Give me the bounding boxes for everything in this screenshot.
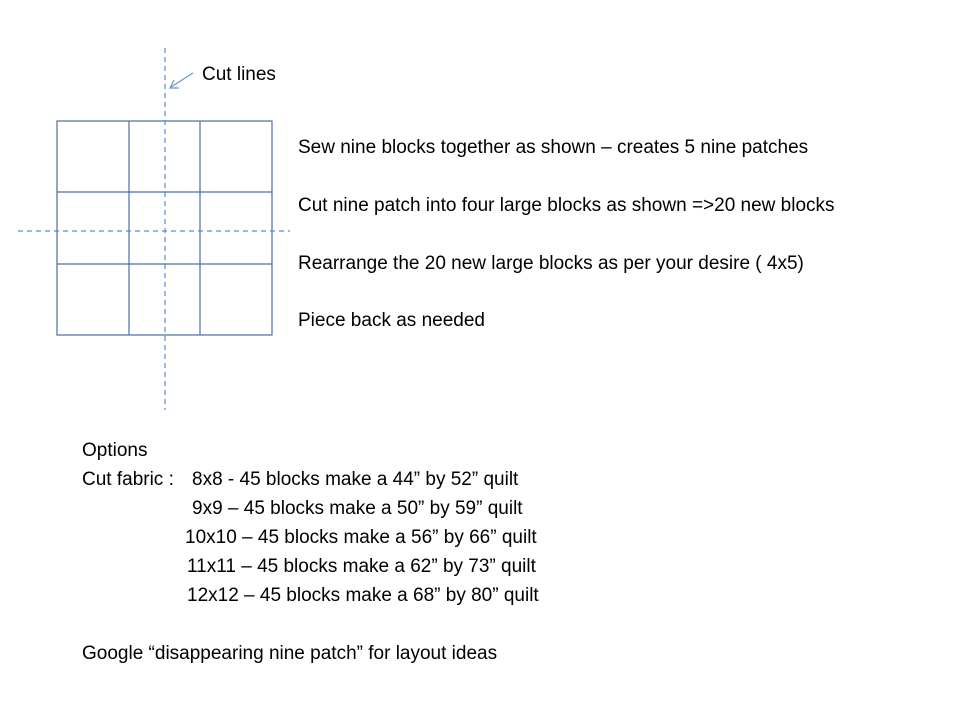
- option-row: 10x10 – 45 blocks make a 56” by 66” quilt: [185, 527, 537, 548]
- step-3: Rearrange the 20 new large blocks as per your desire ( 4x5): [298, 253, 804, 274]
- arrow-icon: [170, 73, 193, 88]
- options-heading: Options: [82, 440, 148, 461]
- step-4: Piece back as needed: [298, 310, 485, 331]
- step-2: Cut nine patch into four large blocks as shown =>20 new blocks: [298, 195, 835, 216]
- options-prefix: Cut fabric :: [82, 469, 174, 490]
- option-row: 9x9 – 45 blocks make a 50” by 59” quilt: [192, 498, 523, 519]
- footer-note: Google “disappearing nine patch” for layout ideas: [82, 643, 498, 664]
- option-row: 11x11 – 45 blocks make a 62” by 73” quilt: [187, 556, 536, 577]
- option-row: 8x8 - 45 blocks make a 44” by 52” quilt: [192, 469, 519, 490]
- step-1: Sew nine blocks together as shown – creates 5 nine patches: [298, 137, 809, 158]
- cut-lines-label: Cut lines: [202, 64, 276, 85]
- option-row: 12x12 – 45 blocks make a 68” by 80” quilt: [187, 585, 539, 606]
